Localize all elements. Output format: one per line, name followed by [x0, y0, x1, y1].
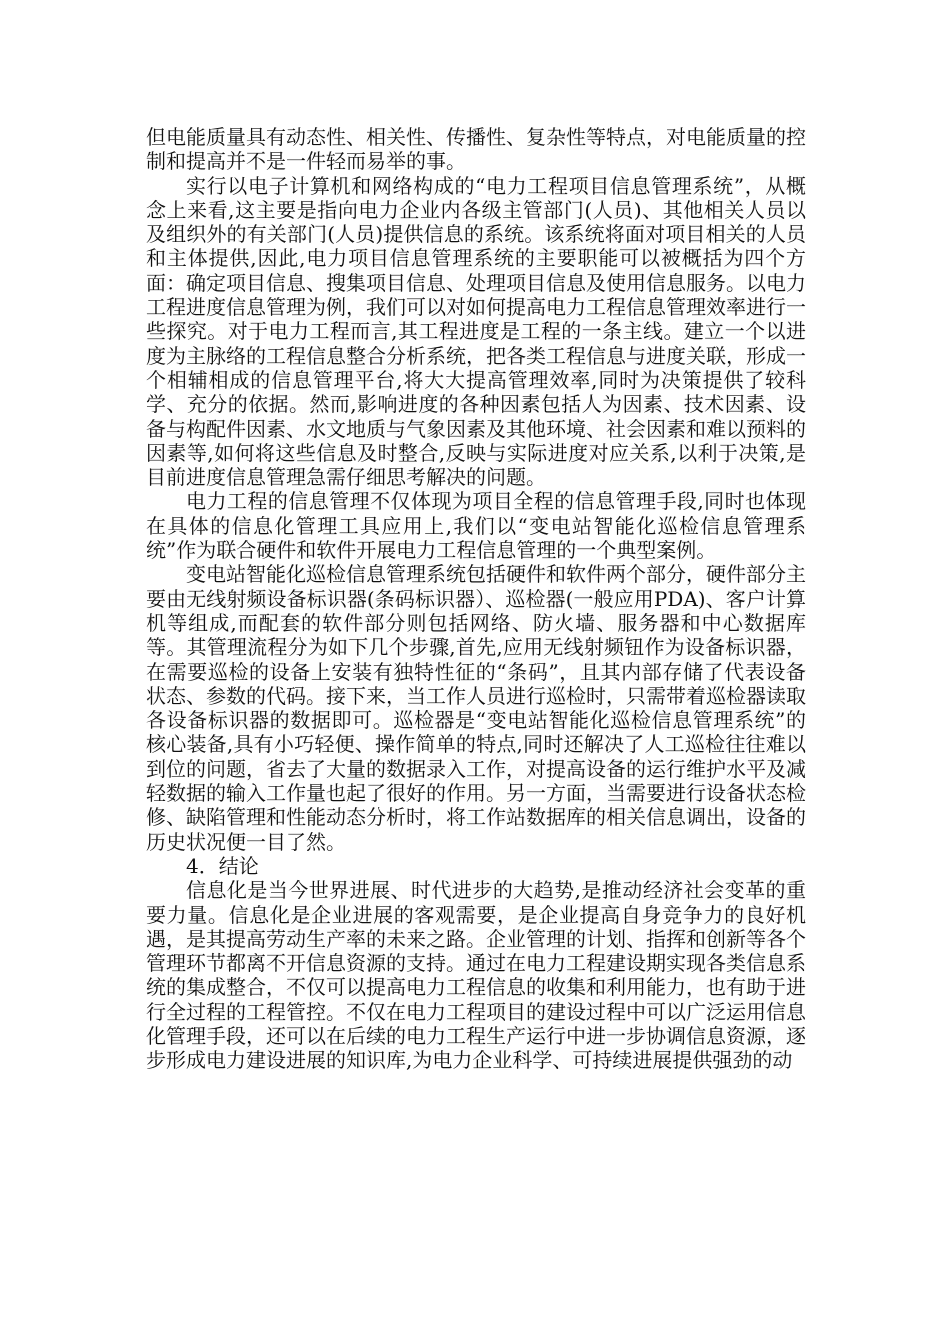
paragraph-management-tools: 电力工程的信息管理不仅体现为项目全程的信息管理手段,同时也体现在具体的信息化管理工具应用上,我们以“变电站智能化巡检信息管理系统”作为联合硬件和软件开展电力工程信息管理的一个典型案例。 — [146, 489, 806, 563]
paragraph-conclusion: 信息化是当今世界进展、时代进步的大趋势,是推动经济社会变革的重要力量。信息化是企业进展的客观需要，是企业提高自身竞争力的良好机遇，是其提高劳动生产率的未来之路。企业管理的计划、指挥和创新等各个管理环节都离不开信息资源的支持。通过在电力工程建设期实现各类信息系统的集成整合，不仅可以提高电力工程信息的收集和利用能力，也有助于进行全过程的工程管控。不仅在电力工程项目的建设过程中可以广泛运用信息化管理手段，还可以在后续的电力工程生产运行中进一步协调信息资源，逐步形成电力建设进展的知识库,为电力企业科学、可持续进展提供强劲的动 — [146, 878, 806, 1073]
paragraph-inspection-system: 变电站智能化巡检信息管理系统包括硬件和软件两个部分，硬件部分主要由无线射频设备标识器(条码标识器）、巡检器(一般应用PDA)、客户计算机等组成,而配套的软件部分则包括网络、防火墙、服务器和中心数据库等。其管理流程分为如下几个步骤,首先,应用无线射频钮作为设备标识器，在需要巡检的设备上安装有独特性征的“条码”，且其内部存储了代表设备状态、参数的代码。接下来，当工作人员进行巡检时，只需带着巡检器读取各设备标识器的数据即可。巡检器是“变电站智能化巡检信息管理系统”的核心装备,具有小巧轻便、操作简单的特点,同时还解决了人工巡检往往难以到位的问题，省去了大量的数据录入工作，对提高设备的运行维护水平及减轻数据的输入工作量也起了很好的作用。另一方面，当需要进行设备状态检修、缺陷管理和性能动态分析时，将工作站数据库的相关信息调出，设备的历史状况便一目了然。 — [146, 562, 806, 854]
paragraph-power-quality-continuation: 但电能质量具有动态性、相关性、传播性、复杂性等特点，对电能质量的控制和提高并不是一件轻而易举的事。 — [146, 125, 806, 174]
paragraph-information-system: 实行以电子计算机和网络构成的“电力工程项目信息管理系统”，从概念上来看,这主要是指向电力企业内各级主管部门(人员)、其他相关人员以及组织外的有关部门(人员)提供信息的系统。该系统将面对项目相关的人员和主体提供,因此,电力项目信息管理系统的主要职能可以被概括为四个方面：确定项目信息、搜集项目信息、处理项目信息及使用信息服务。以电力工程进度信息管理为例，我们可以对如何提高电力工程信息管理效率进行一些探究。对于电力工程而言,其工程进度是工程的一条主线。建立一个以进度为主脉络的工程信息整合分析系统，把各类工程信息与进度关联，形成一个相辅相成的信息管理平台,将大大提高管理效率,同时为决策提供了较科学、充分的依据。然而,影响进度的各种因素包括人为因素、技术因素、设备与构配件因素、水文地质与气象因素及其他环境、社会因素和难以预料的因素等,如何将这些信息及时整合,反映与实际进度对应关系,以利于决策,是目前进度信息管理急需仔细思考解决的问题。 — [146, 173, 806, 490]
section-heading-conclusion: 4．结论 — [186, 853, 259, 878]
document-page — [146, 125, 806, 1073]
